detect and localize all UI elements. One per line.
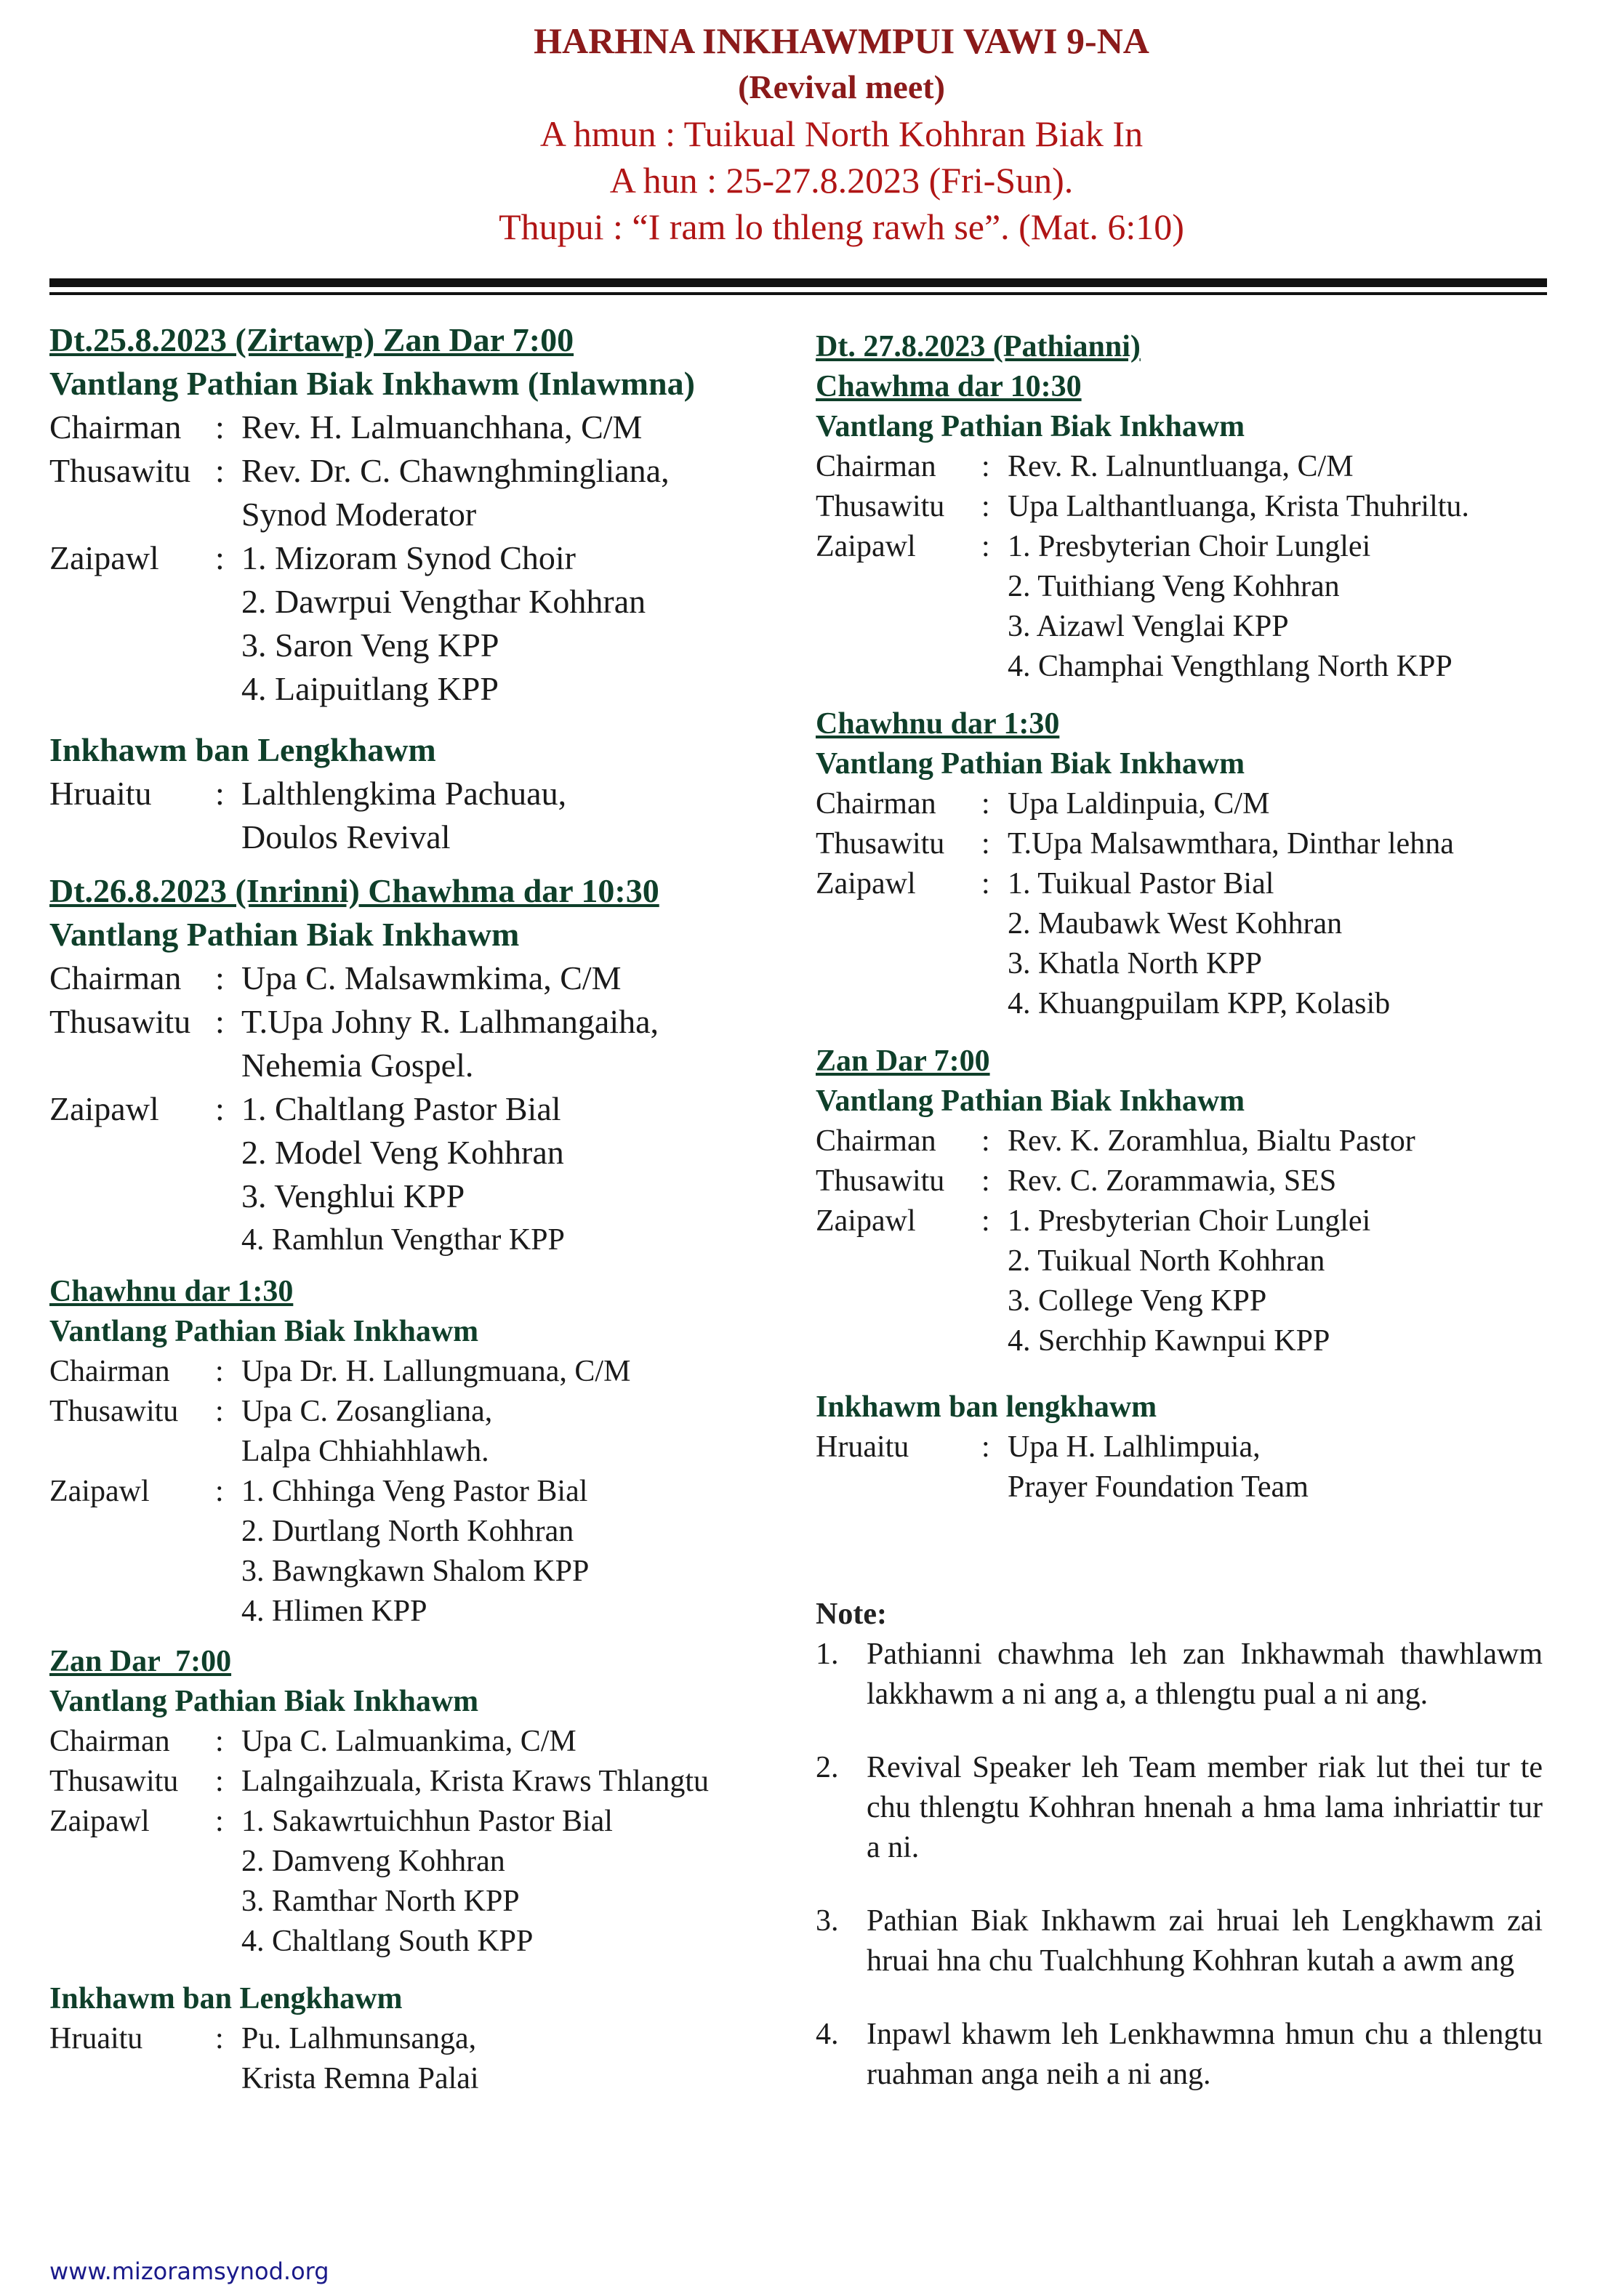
colon: : bbox=[981, 1164, 990, 1198]
leader-value bbox=[241, 772, 776, 859]
choir-label: Zaipawl bbox=[49, 1090, 159, 1127]
day3-afternoon-chairman-row bbox=[816, 784, 1543, 824]
notes-heading: Note: bbox=[816, 1598, 887, 1631]
choir-item: 2. Damveng Kohhran bbox=[241, 1845, 505, 1878]
leader-line-1: Pu. Lalhmunsanga, bbox=[241, 2022, 477, 2055]
leader-label: Hruaitu bbox=[49, 2022, 143, 2055]
colon: : bbox=[215, 1725, 224, 1758]
leader-line-2: Krista Remna Palai bbox=[241, 2062, 479, 2095]
leader-label: Hruaitu bbox=[816, 1430, 909, 1464]
speaker-value bbox=[241, 1000, 776, 1087]
colon: : bbox=[215, 1475, 224, 1508]
day1-prayer-heading: Inkhawm ban Lengkhawm bbox=[49, 731, 436, 768]
day3-morning-block bbox=[816, 367, 1543, 687]
speaker-value: T.Upa Malsawmthara, Dinthar lehna bbox=[1008, 827, 1454, 861]
day3-evening-leader-row bbox=[816, 1427, 1543, 1507]
leader-value bbox=[1008, 1427, 1543, 1507]
chairman-value: Upa Laldinpuia, C/M bbox=[1008, 787, 1270, 821]
colon: : bbox=[215, 1003, 225, 1040]
choir-item: 1. Presbyterian Choir Lunglei bbox=[1008, 530, 1371, 563]
day2-evening-block bbox=[49, 1642, 776, 2099]
day1-leader-row bbox=[49, 772, 776, 859]
colon: : bbox=[215, 1805, 224, 1838]
day2-evening-choir-row bbox=[49, 1802, 776, 1962]
day2-evening-leader-row bbox=[49, 2019, 776, 2099]
choir-item: 3. Saron Veng KPP bbox=[241, 627, 499, 664]
chairman-value: Rev. H. Lalmuanchhana, C/M bbox=[241, 408, 643, 446]
colon: : bbox=[981, 787, 990, 821]
day3-morning-chairman-row bbox=[816, 447, 1543, 487]
colon: : bbox=[215, 1090, 225, 1127]
day3-evening-speaker-row bbox=[816, 1161, 1543, 1201]
speaker-label: Thusawitu bbox=[49, 1765, 179, 1798]
day3-afternoon-choir-row bbox=[816, 864, 1543, 1024]
day3-evening-heading: Zan Dar 7:00 bbox=[816, 1044, 990, 1078]
note-item bbox=[816, 1635, 1543, 1715]
colon: : bbox=[215, 452, 225, 489]
choir-item: 2. Maubawk West Kohhran bbox=[1008, 907, 1343, 940]
choir-item: 4. Hlimen KPP bbox=[241, 1595, 427, 1628]
speaker-label: Thusawitu bbox=[816, 490, 945, 523]
website-link[interactable]: www.mizoramsynod.org bbox=[49, 2257, 329, 2285]
colon: : bbox=[981, 530, 990, 563]
choir-item: 4. Laipuitlang KPP bbox=[241, 670, 499, 707]
choir-item: 3. Khatla North KPP bbox=[1008, 947, 1262, 980]
venue-line: A hmun : Tuikual North Kohhran Biak In bbox=[539, 113, 1144, 154]
choir-item: 3. Ramthar North KPP bbox=[241, 1885, 520, 1918]
day2-evening-chairman-row bbox=[49, 1722, 776, 1762]
note-text: Revival Speaker leh Team member riak lut thei tur te chu thlengtu Kohhran hnenah a hma lama inhriattir tur a ni. bbox=[867, 1751, 1543, 1864]
day2-afternoon-heading: Chawhnu dar 1:30 bbox=[49, 1275, 294, 1308]
choir-item: 4. Champhai Vengthlang North KPP bbox=[1008, 650, 1453, 683]
choir-list bbox=[241, 536, 776, 711]
speaker-value: Rev. C. Zorammawia, SES bbox=[1008, 1164, 1337, 1198]
choir-item: 4. Chaltlang South KPP bbox=[241, 1925, 534, 1958]
choir-label: Zaipawl bbox=[816, 867, 916, 901]
speaker-line-1: Rev. Dr. C. Chawnghmingliana, bbox=[241, 452, 670, 489]
day2-evening-speaker-row bbox=[49, 1762, 776, 1802]
choir-item: 1. Chaltlang Pastor Bial bbox=[241, 1090, 561, 1127]
speaker-label: Thusawitu bbox=[816, 827, 945, 861]
chairman-label: Chairman bbox=[49, 1725, 170, 1758]
speaker-line-2: Nehemia Gospel. bbox=[241, 1047, 474, 1084]
day2-morning-block bbox=[49, 869, 776, 1262]
colon: : bbox=[981, 1430, 990, 1464]
choir-label: Zaipawl bbox=[49, 1475, 150, 1508]
day3-morning-choir-row bbox=[816, 527, 1543, 687]
choir-item: 3. Aizawl Venglai KPP bbox=[1008, 610, 1289, 643]
leader-value bbox=[241, 2019, 776, 2099]
day3-evening-chairman-row bbox=[816, 1121, 1543, 1161]
choir-item: 4. Khuangpuilam KPP, Kolasib bbox=[1008, 987, 1391, 1020]
day3-morning-speaker-row bbox=[816, 487, 1543, 527]
day1-choir-row bbox=[49, 536, 776, 711]
choir-item: 2. Tuithiang Veng Kohhran bbox=[1008, 570, 1340, 603]
theme-line: Thupui : “I ram lo thleng rawh se”. (Mat. 6:10) bbox=[499, 206, 1184, 247]
speaker-value bbox=[241, 449, 776, 536]
chairman-label: Chairman bbox=[816, 450, 936, 483]
day3-afternoon-service: Vantlang Pathian Biak Inkhawm bbox=[816, 747, 1245, 781]
chairman-value: Upa Dr. H. Lallungmuana, C/M bbox=[241, 1355, 631, 1388]
choir-item: 4. Serchhip Kawnpui KPP bbox=[1008, 1324, 1330, 1358]
note-number: 4. bbox=[816, 2018, 839, 2051]
note-item bbox=[816, 2015, 1543, 2095]
day2-morning-choir-row bbox=[49, 1087, 776, 1262]
speaker-label: Thusawitu bbox=[49, 1395, 179, 1428]
day2-evening-service: Vantlang Pathian Biak Inkhawm bbox=[49, 1685, 479, 1718]
colon: : bbox=[215, 1395, 224, 1428]
colon: : bbox=[215, 1765, 224, 1798]
speaker-label: Thusawitu bbox=[49, 452, 191, 489]
left-column bbox=[49, 318, 776, 2099]
colon: : bbox=[215, 775, 225, 812]
chairman-value: Upa C. Lalmuankima, C/M bbox=[241, 1725, 576, 1758]
right-column bbox=[816, 327, 1543, 2128]
choir-item: 1. Chhinga Veng Pastor Bial bbox=[241, 1475, 588, 1508]
choir-item: 3. Venghlui KPP bbox=[241, 1177, 465, 1215]
chairman-label: Chairman bbox=[49, 1355, 170, 1388]
day2-afternoon-speaker-row bbox=[49, 1392, 776, 1472]
speaker-value: Lalngaihzuala, Krista Kraws Thlangtu bbox=[241, 1765, 710, 1798]
choir-item: 2. Model Veng Kohhran bbox=[241, 1134, 564, 1171]
colon: : bbox=[215, 539, 225, 576]
choir-list bbox=[1008, 527, 1543, 687]
day2-evening-heading: Zan Dar 7:00 bbox=[49, 1645, 232, 1678]
day3-morning-service: Vantlang Pathian Biak Inkhawm bbox=[816, 410, 1245, 443]
day3-evening-prayer-heading: Inkhawm ban lengkhawm bbox=[816, 1390, 1157, 1424]
chairman-value: Rev. K. Zoramhlua, Bialtu Pastor bbox=[1008, 1124, 1415, 1158]
speaker-line-2: Lalpa Chhiahhlawh. bbox=[241, 1435, 489, 1468]
choir-label: Zaipawl bbox=[49, 539, 159, 576]
colon: : bbox=[981, 1124, 990, 1158]
leader-line-2: Prayer Foundation Team bbox=[1008, 1470, 1309, 1504]
day3-evening-block bbox=[816, 1042, 1543, 1507]
choir-item: 3. College Veng KPP bbox=[1008, 1284, 1267, 1318]
speaker-label: Thusawitu bbox=[49, 1003, 191, 1040]
day3-afternoon-block bbox=[816, 704, 1543, 1024]
day1-heading: Dt.25.8.2023 (Zirtawp) Zan Dar 7:00 bbox=[49, 321, 574, 358]
day3-evening-choir-row bbox=[816, 1201, 1543, 1361]
note-text: Pathianni chawhma leh zan Inkhawmah thawhlawm lakkhawm a ni ang a, a thlengtu pual a ni ang. bbox=[867, 1638, 1543, 1711]
leader-line-2: Doulos Revival bbox=[241, 818, 451, 855]
colon: : bbox=[981, 490, 990, 523]
leader-line-1: Upa H. Lalhlimpuia, bbox=[1008, 1430, 1261, 1464]
chairman-label: Chairman bbox=[49, 408, 182, 446]
choir-list bbox=[241, 1087, 776, 1262]
notes-section bbox=[816, 1595, 1543, 2095]
colon: : bbox=[981, 867, 990, 901]
colon: : bbox=[215, 1355, 224, 1388]
colon: : bbox=[215, 408, 225, 446]
note-number: 2. bbox=[816, 1751, 839, 1784]
choir-label: Zaipawl bbox=[49, 1805, 150, 1838]
choir-list bbox=[241, 1472, 776, 1632]
choir-item: 1. Sakawrtuichhun Pastor Bial bbox=[241, 1805, 613, 1838]
note-text: Inpawl khawm leh Lenkhawmna hmun chu a thlengtu ruahman anga neih a ni ang. bbox=[867, 2018, 1543, 2091]
speaker-line-1: Upa C. Zosangliana, bbox=[241, 1395, 493, 1428]
speaker-value bbox=[241, 1392, 776, 1472]
day2-afternoon-choir-row bbox=[49, 1472, 776, 1632]
chairman-label: Chairman bbox=[816, 787, 936, 821]
colon: : bbox=[981, 450, 990, 483]
header-divider-thin bbox=[49, 292, 1547, 295]
choir-label: Zaipawl bbox=[816, 530, 916, 563]
speaker-line-2: Synod Moderator bbox=[241, 496, 477, 533]
colon: : bbox=[215, 2022, 224, 2055]
note-item bbox=[816, 1901, 1543, 1981]
choir-item: 2. Tuikual North Kohhran bbox=[1008, 1244, 1325, 1278]
colon: : bbox=[981, 827, 990, 861]
day2-afternoon-block bbox=[49, 1272, 776, 1632]
day2-morning-heading: Dt.26.8.2023 (Inrinni) Chawhma dar 10:30 bbox=[49, 872, 659, 909]
speaker-line-1: T.Upa Johny R. Lalhmangaiha, bbox=[241, 1003, 659, 1040]
choir-item: 4. Ramhlun Vengthar KPP bbox=[241, 1223, 565, 1257]
choir-item: 2. Durtlang North Kohhran bbox=[241, 1515, 574, 1548]
choir-list bbox=[1008, 1201, 1543, 1361]
day3-morning-heading: Chawhma dar 10:30 bbox=[816, 370, 1082, 403]
day3-afternoon-speaker-row bbox=[816, 824, 1543, 864]
day2-afternoon-service: Vantlang Pathian Biak Inkhawm bbox=[49, 1315, 479, 1348]
day1-block bbox=[49, 318, 776, 859]
speaker-label: Thusawitu bbox=[816, 1164, 945, 1198]
day1-chairman-row bbox=[49, 406, 776, 449]
page-subtitle: (Revival meet) bbox=[738, 68, 945, 105]
chairman-value: Rev. R. Lalnuntluanga, C/M bbox=[1008, 450, 1354, 483]
colon: : bbox=[981, 1204, 990, 1238]
day2-morning-service: Vantlang Pathian Biak Inkhawm bbox=[49, 916, 520, 953]
date-line: A hun : 25-27.8.2023 (Fri-Sun). bbox=[609, 160, 1074, 201]
note-item bbox=[816, 1748, 1543, 1868]
speaker-value: Upa Lalthantluanga, Krista Thuhriltu. bbox=[1008, 490, 1469, 523]
note-text: Pathian Biak Inkhawm zai hruai leh Lengkhawm zai hruai hna chu Tualchhung Kohhran kutah a awm ang bbox=[867, 1904, 1543, 1978]
day1-service: Vantlang Pathian Biak Inkhawm (Inlawmna) bbox=[49, 365, 695, 402]
day3-date-heading: Dt. 27.8.2023 (Pathianni) bbox=[816, 330, 1141, 363]
day3-afternoon-heading: Chawhnu dar 1:30 bbox=[816, 707, 1060, 741]
choir-item: 1. Mizoram Synod Choir bbox=[241, 539, 576, 576]
day3-evening-service: Vantlang Pathian Biak Inkhawm bbox=[816, 1084, 1245, 1118]
colon: : bbox=[215, 959, 225, 996]
note-number: 1. bbox=[816, 1638, 839, 1671]
header-divider-thick bbox=[49, 278, 1547, 287]
day2-morning-speaker-row bbox=[49, 1000, 776, 1087]
choir-list bbox=[241, 1802, 776, 1962]
page-title: HARHNA INKHAWMPUI VAWI 9-NA bbox=[534, 20, 1149, 61]
choir-list bbox=[1008, 864, 1543, 1024]
choir-label: Zaipawl bbox=[816, 1204, 916, 1238]
chairman-label: Chairman bbox=[49, 959, 182, 996]
choir-item: 1. Tuikual Pastor Bial bbox=[1008, 867, 1274, 901]
note-number: 3. bbox=[816, 1904, 839, 1938]
day2-evening-prayer-heading: Inkhawm ban Lengkhawm bbox=[49, 1982, 403, 2015]
leader-line-1: Lalthlengkima Pachuau, bbox=[241, 775, 567, 812]
day2-morning-chairman-row bbox=[49, 956, 776, 1000]
page-header bbox=[0, 17, 1603, 250]
day2-afternoon-chairman-row bbox=[49, 1352, 776, 1392]
chairman-label: Chairman bbox=[816, 1124, 936, 1158]
leader-label: Hruaitu bbox=[49, 775, 152, 812]
choir-item: 1. Presbyterian Choir Lunglei bbox=[1008, 1204, 1371, 1238]
day1-speaker-row bbox=[49, 449, 776, 536]
chairman-value: Upa C. Malsawmkima, C/M bbox=[241, 959, 622, 996]
choir-item: 3. Bawngkawn Shalom KPP bbox=[241, 1555, 590, 1588]
choir-item: 2. Dawrpui Vengthar Kohhran bbox=[241, 583, 646, 620]
